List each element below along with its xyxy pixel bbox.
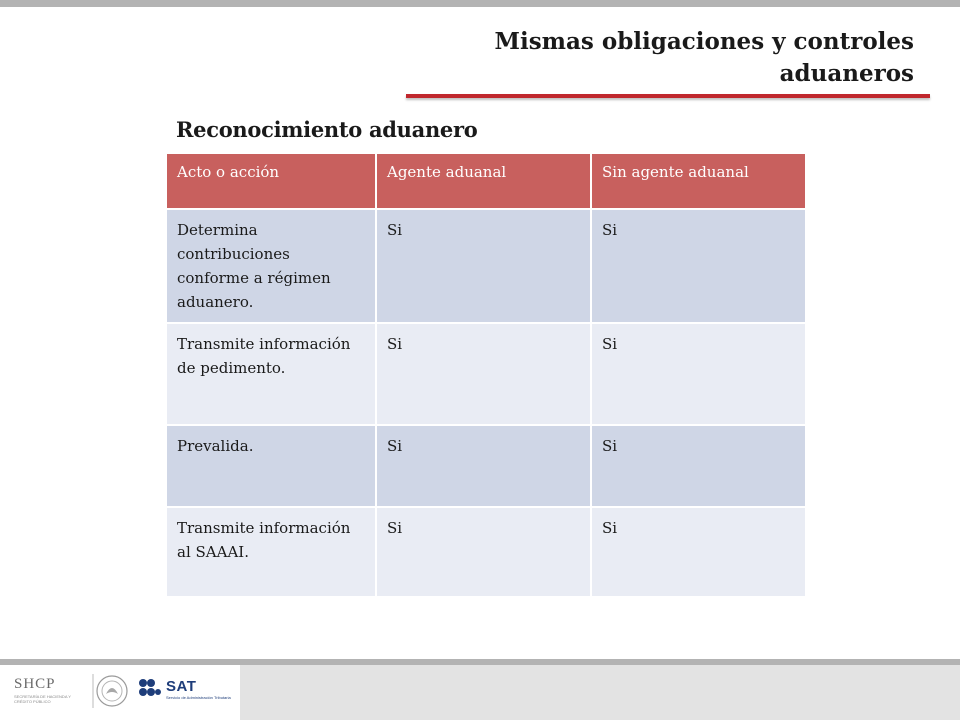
table-header-row	[166, 153, 806, 209]
comparison-table	[165, 152, 807, 598]
table-cell: Si	[591, 209, 806, 323]
table-cell: Transmite información al SAAAI.	[166, 507, 376, 597]
slide-subtitle: Reconocimiento aduanero	[176, 117, 478, 142]
table-row	[166, 425, 806, 507]
header-sin-agente: Sin agente aduanal	[591, 153, 806, 209]
sat-mark-icon	[138, 678, 162, 698]
table-cell: Si	[376, 209, 591, 323]
table-row	[166, 507, 806, 597]
footer-panel	[240, 665, 960, 720]
table-cell: Determina contribuciones conforme a régimen aduanero.	[166, 209, 376, 323]
title-underline	[406, 94, 930, 98]
table-cell: Si	[376, 425, 591, 507]
top-bar	[0, 0, 960, 7]
header-agente: Agente aduanal	[376, 153, 591, 209]
shcp-logo-subtitle: SECRETARÍA DE HACIENDA Y CRÉDITO PÚBLICO	[14, 694, 71, 704]
table-row	[166, 323, 806, 425]
table-cell: Si	[591, 507, 806, 597]
table-cell: Prevalida.	[166, 425, 376, 507]
shcp-logo-text: SHCP	[14, 676, 56, 692]
header-acto: Acto o acción	[166, 153, 376, 209]
sat-logo-subtitle: Servicio de Administración Tributaria	[166, 695, 231, 700]
table-cell: Transmite información de pedimento.	[166, 323, 376, 425]
slide-title: Mismas obligaciones y controles aduaneros	[494, 28, 914, 87]
table-cell: Si	[376, 507, 591, 597]
table-cell: Si	[591, 425, 806, 507]
shcp-logo	[14, 676, 84, 704]
table-cell: Si	[376, 323, 591, 425]
table-cell: Si	[591, 323, 806, 425]
national-seal-icon	[92, 670, 130, 712]
table-row	[166, 209, 806, 323]
sat-logo-text: SAT	[166, 678, 197, 695]
